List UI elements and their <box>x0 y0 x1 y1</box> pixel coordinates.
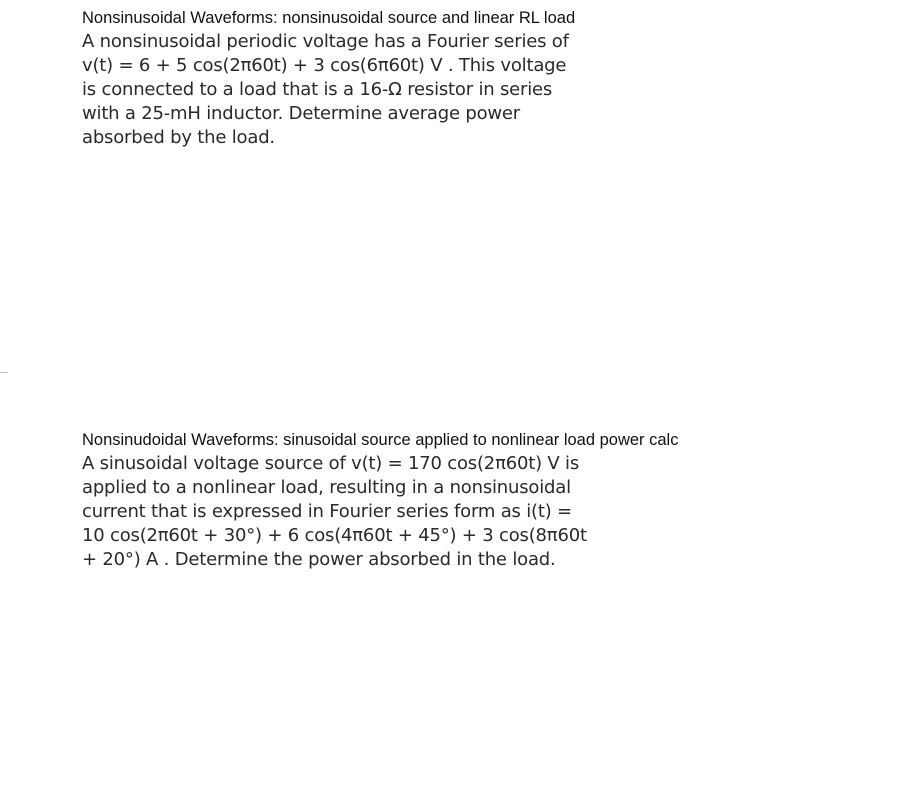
problem-2-line-3: current that is expressed in Fourier series form as i(t) = <box>82 501 572 522</box>
problem-2-line-4: 10 cos(2π60t + 30°) + 6 cos(4π60t + 45°) + 3 cos(8π60t <box>82 525 587 546</box>
problem-1-line-2: v(t) = 6 + 5 cos(2π60t) + 3 cos(6π60t) V . This voltage <box>82 55 567 76</box>
problem-1-line-3: is connected to a load that is a 16-Ω resistor in series <box>82 79 553 100</box>
problem-1 <box>82 8 802 150</box>
problem-2 <box>82 430 802 572</box>
problem-1-line-4: with a 25-mH inductor. Determine average power <box>82 103 520 124</box>
problem-1-line-1: A nonsinusoidal periodic voltage has a Fourier series of <box>82 31 569 52</box>
problem-2-line-2: applied to a nonlinear load, resulting in a nonsinusoidal <box>82 477 571 498</box>
problem-1-statement <box>82 30 802 150</box>
problem-2-statement <box>82 452 802 572</box>
problem-2-line-5: + 20°) A . Determine the power absorbed in the load. <box>82 549 556 570</box>
problem-2-heading: Nonsinudoidal Waveforms: sinusoidal source applied to nonlinear load power calc <box>82 431 679 449</box>
problem-1-heading: Nonsinusoidal Waveforms: nonsinusoidal source and linear RL load <box>82 9 576 27</box>
margin-tick-mark <box>0 372 8 373</box>
problem-2-line-1: A sinusoidal voltage source of v(t) = 170 cos(2π60t) V is <box>82 453 580 474</box>
problem-1-line-5: absorbed by the load. <box>82 127 275 148</box>
